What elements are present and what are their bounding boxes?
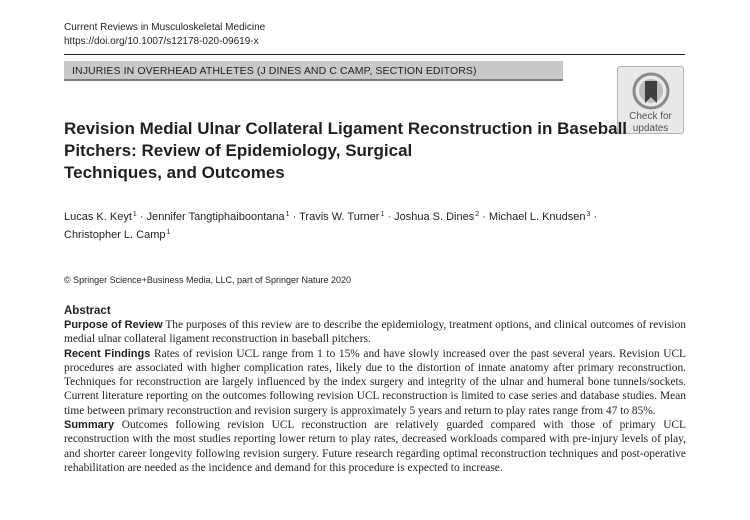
section-banner: INJURIES IN OVERHEAD ATHLETES (J DINES AND C CAMP, SECTION EDITORS) bbox=[64, 61, 563, 81]
author-separator: · bbox=[139, 211, 144, 223]
author-affiliation: 1 bbox=[166, 229, 171, 236]
bookmark-ribbon-icon bbox=[632, 72, 670, 110]
author-affiliation: 1 bbox=[380, 211, 385, 218]
check-for-updates-button[interactable] bbox=[617, 66, 684, 134]
author-separator: · bbox=[482, 211, 486, 223]
copyright-notice: © Springer Science+Business Media, LLC, part of Springer Nature 2020 bbox=[64, 275, 352, 285]
author-name[interactable]: Travis W. Turner bbox=[299, 211, 380, 223]
author-line bbox=[64, 207, 684, 225]
author-separator: · bbox=[387, 211, 392, 223]
summary-label: Summary bbox=[64, 419, 115, 432]
findings-label: Recent Findings bbox=[64, 347, 151, 360]
journal-header bbox=[64, 21, 265, 49]
title-line: Revision Medial Ulnar Collateral Ligament Reconstruction in Baseball bbox=[64, 119, 628, 138]
purpose-text: The purposes of this review are to describe the epidemiology, treatment options, and clinical outcomes of revision medial ulnar collateral ligament reconstruction in baseball pitchers. bbox=[64, 319, 686, 346]
doi-link[interactable]: https://doi.org/10.1007/s12178-020-09619-x bbox=[64, 36, 259, 47]
author-separator: · bbox=[292, 211, 297, 223]
header-divider bbox=[64, 54, 685, 55]
badge-line-2: updates bbox=[632, 123, 669, 134]
findings-text: Rates of revision UCL range from 1 to 15% and have slowly increased over the past several years. Revision UCL procedures are associated with higher complication rates, likely due to the distortion of innate anatomy after primary reconstruction. Techniques for reconstruction are largely influenced by the index surgery and integrity of the ulnar and humeral bone tunnels/sockets. Current literature reporting on the outcomes following revision UCL reconstruction is limited to case series and database studies. Mean time between primary reconstruction and revision surgery is approximately 5 years and return to play rates range from 47 to 85%. bbox=[64, 347, 687, 417]
author-line bbox=[64, 225, 684, 243]
badge-line-1: Check for bbox=[629, 111, 672, 122]
author-name[interactable]: Christopher L. Camp bbox=[64, 229, 166, 241]
purpose-label: Purpose of Review bbox=[64, 319, 163, 331]
title-line: Pitchers: Review of Epidemiology, Surgical bbox=[64, 141, 413, 160]
author-affiliation: 1 bbox=[132, 211, 137, 218]
abstract-findings bbox=[64, 347, 686, 418]
author-name[interactable]: Joshua S. Dines bbox=[394, 211, 475, 223]
author-separator: · bbox=[593, 211, 598, 223]
article-title bbox=[64, 118, 628, 184]
journal-name: Current Reviews in Musculoskeletal Medicine bbox=[64, 22, 266, 33]
title-line: Techniques, and Outcomes bbox=[64, 163, 285, 182]
author-affiliation: 1 bbox=[285, 211, 290, 218]
author-list bbox=[64, 207, 684, 243]
abstract-purpose bbox=[64, 318, 686, 347]
summary-text: Outcomes following revision UCL reconstruction are relatively guarded compared with those of primary UCL reconstruction with the most studies reporting lower return to play rates, decreased workloads compared with pre-injury levels of play, and shorter career longevity following revision surgery. Future research regarding optimal reconstruction techniques and post-operative rehabilitation are needed as the incidence and demand for this procedure is expected to increase. bbox=[64, 419, 686, 474]
author-name[interactable]: Michael L. Knudsen bbox=[488, 211, 586, 223]
abstract-summary bbox=[64, 418, 686, 475]
author-affiliation: 2 bbox=[475, 211, 480, 218]
abstract-section bbox=[64, 304, 686, 475]
abstract-heading: Abstract bbox=[64, 305, 111, 317]
author-name[interactable]: Lucas K. Keyt bbox=[64, 211, 132, 223]
author-name[interactable]: Jennifer Tangtiphaiboontana bbox=[146, 211, 285, 223]
author-affiliation: 3 bbox=[586, 211, 591, 218]
